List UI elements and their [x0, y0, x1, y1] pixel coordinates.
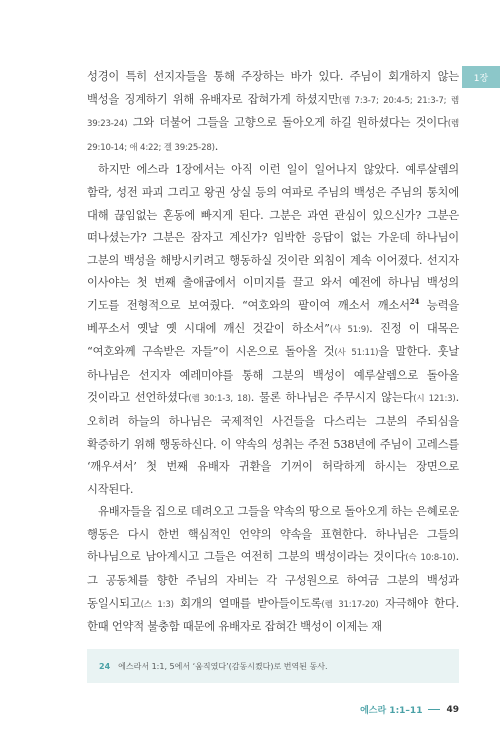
footer-separator: [428, 709, 440, 710]
body-text-run: 성경이 특히 선지자들을 통해 주장하는 바가 있다. 주님이 회개하지 않는 백성을 징계하기 위해 유배자로 잡혀가게 하셨지만: [87, 70, 459, 106]
body-text-run: . 물론 하나님은 주무시지 않는다: [250, 391, 414, 405]
scripture-reference: (사 51:11): [334, 348, 379, 359]
footer-book-title: 에스라 1:1–11: [360, 706, 423, 716]
footnote-number: 24: [99, 661, 111, 671]
body-text-run: . 진정 이 대목은 “여호와께 구속받은 자들”이 시온으로 돌아올 것: [87, 321, 459, 359]
body-text: [87, 66, 459, 639]
page-number: 49: [446, 704, 459, 715]
paragraph: [87, 159, 459, 501]
body-text-run: . 그 공동체를 향한 주님의 자비는 각 구성원으로 하여금 그분의 백성과 동일시되고: [87, 550, 459, 610]
scripture-reference: (슥 10:8-10): [405, 553, 456, 564]
chapter-tab-label: 1장: [473, 73, 489, 84]
scripture-reference: (사 51:9): [329, 324, 370, 335]
chapter-tab: [462, 66, 500, 88]
body-text-run: 하지만 에스라 1장에서는 아직 이런 일이 일어나지 않았다. 예루살렘의 함락, 성전 파괴 그리고 왕권 상실 등의 여파로 주님의 백성은 주님의 통치에 대해 끊임없는 혼동에 빠지게 된다. 그분은 과연 관심이 있으신가? 그분은 떠나셨는가? 그분은 잠자고 계신가? 임박한 응답이 없는 가운데 하나님이 그분의 백성을 해방시키려고 행동하실 것이란 외침이 계속 이어졌다. 선지자 이사야는 첫 번째 출애굽에서 이미지를 끌고 와서 예전에 하나님 백성의 기도를 전형적으로 보여줬다. “여호와의 팔이여 깨소서 깨소서: [87, 163, 459, 312]
body-text-run: 그와 더불어 그들을 고향으로 돌아오게 하길 원하셨다는 것이다: [127, 116, 448, 130]
footnote-text: 에스라서 1:1, 5에서 ‘움직였다’(감동시켰다)로 번역된 동사.: [118, 661, 328, 671]
scripture-reference: (렘 7:3-7; 20:4-5; 21:3-7; 렘 39:23-24): [87, 95, 459, 130]
body-text-run: .: [214, 139, 219, 153]
scripture-reference: (렘 30:1-3, 18): [188, 394, 251, 405]
scripture-reference: (렘 31:17-20): [321, 599, 379, 610]
footnote-box: [87, 649, 459, 683]
running-footer: [360, 703, 459, 716]
body-text-run: 회개의 열매를 받아들이도록: [173, 596, 322, 610]
paragraph: [87, 66, 459, 159]
body-text-run: . 오히려 하늘의 하나님은 국제적인 사건들을 다스리는 그분의 주되심을 확증하기 위해 행동하신다. 이 약속의 성취는 주전 538년에 주님이 고레스를 ‘깨우셔서’ 첫 번째 유배자 귀환을 기꺼이 허락하게 하시는 장면으로 시작된다.: [87, 391, 459, 496]
paragraph: [87, 501, 459, 639]
scripture-reference: (렘 29:10-14; 애 4:22; 겔 39:25-28): [87, 119, 459, 153]
body-text-run: 을 말한다. 훗날 하나님은 선지자 예레미야를 통해 그분의 백성이 예루살렘으로 돌아올 것이라고 선언하셨다: [87, 345, 459, 405]
body-text-run: 유배자들을 집으로 데려오고 그들을 약속의 땅으로 돌아오게 하는 은혜로운 행동은 다시 한번 핵심적인 언약의 약속을 표현한다. 하나님은 그들의 하나님으로 남아계시고 그들은 여전히 그분의 백성이라는 것이다: [87, 505, 459, 564]
scripture-reference: (스 1:3): [140, 599, 174, 610]
body-text-run: 능력을 베푸소서 옛날 옛 시대에 깨신 것같이 하소서”: [87, 298, 460, 335]
scripture-reference: (시 121:3): [413, 394, 456, 405]
footnote-marker: 24: [409, 297, 420, 307]
body-text-run: 자극해야 한다. 한때 언약적 불충함 때문에 유배자로 잡혀간 백성이 이제는 재: [87, 596, 459, 634]
